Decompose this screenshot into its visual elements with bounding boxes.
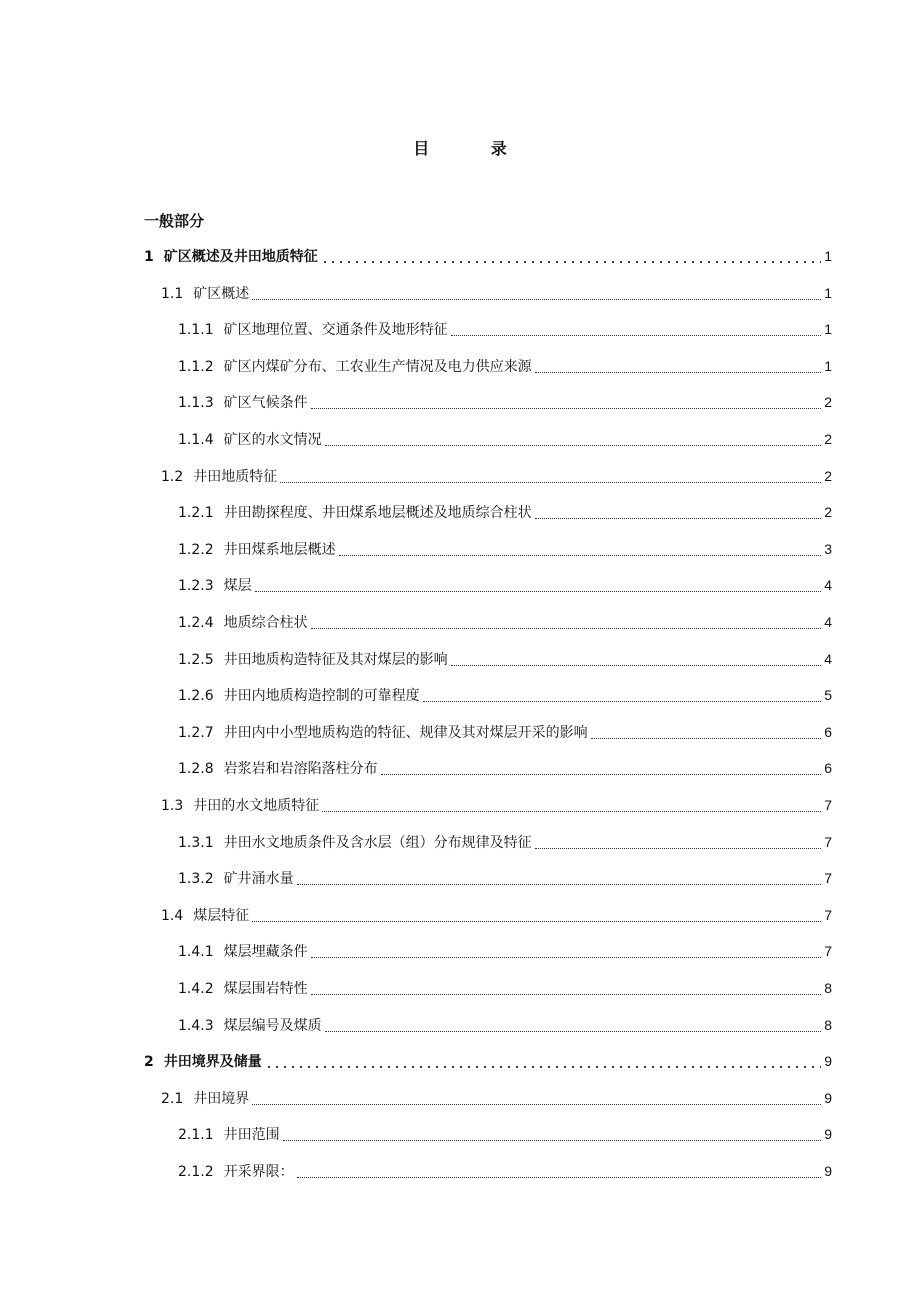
toc-entry-text: 地质综合柱状	[223, 615, 308, 631]
toc-entry[interactable]	[178, 866, 832, 890]
toc-entry-page: 5	[824, 687, 832, 703]
toc-entry-number: 1.2.3	[178, 578, 214, 594]
toc-entry-text: 井田境界	[193, 1091, 250, 1107]
dot-leader	[423, 700, 822, 702]
toc-entry[interactable]	[178, 1159, 832, 1183]
section-heading: 一般部分	[144, 212, 205, 230]
toc-entry-number: 1.2	[161, 469, 184, 485]
toc-entry-page: 7	[824, 907, 832, 923]
toc-entry-page: 2	[824, 431, 832, 447]
toc-entry-page: 6	[824, 760, 832, 776]
toc-entry-text: 煤层特征	[193, 908, 250, 924]
toc-entry-number: 1.1.1	[178, 322, 214, 338]
toc-entry-text: 煤层	[223, 578, 252, 594]
toc-entry[interactable]	[178, 573, 832, 597]
toc-entry[interactable]	[178, 647, 832, 671]
toc-entry-number: 1.2.2	[178, 542, 214, 558]
toc-entry-text: 煤层埋藏条件	[223, 944, 308, 960]
toc-entry[interactable]	[178, 610, 832, 634]
dot-leader	[591, 737, 822, 739]
toc-entry-text: 井田地质构造特征及其对煤层的影响	[223, 652, 448, 668]
toc-entry[interactable]	[178, 683, 832, 707]
toc-entry-text: 开采界限：	[223, 1164, 294, 1180]
toc-entry[interactable]	[144, 244, 832, 268]
toc-entry-label	[178, 758, 378, 778]
toc-entry-label	[178, 1015, 322, 1035]
toc-entry-page: 7	[824, 834, 832, 850]
toc-entry-page: 4	[824, 614, 832, 630]
toc-entry-text: 矿区内煤矿分布、工农业生产情况及电力供应来源	[223, 359, 532, 375]
toc-entry-label	[178, 429, 322, 449]
dot-leader	[255, 590, 822, 592]
toc-entry-label	[178, 649, 448, 669]
dot-leader	[252, 298, 821, 300]
dot-leader	[280, 481, 821, 483]
toc-entry-label	[161, 283, 249, 303]
toc-entry-number: 1.4.3	[178, 1018, 214, 1034]
toc-entry-text: 矿区地理位置、交通条件及地形特征	[223, 322, 448, 338]
toc-entry-text: 井田内中小型地质构造的特征、规律及其对煤层开采的影响	[223, 725, 588, 741]
toc-entry-page: 4	[824, 577, 832, 593]
toc-entry-number: 1.1.4	[178, 432, 214, 448]
toc-entry[interactable]	[178, 500, 832, 524]
toc-entry-number: 2.1	[161, 1091, 184, 1107]
toc-entry-number: 1.1.2	[178, 359, 214, 375]
toc-entry-text: 矿区气候条件	[223, 395, 308, 411]
dot-leader	[451, 664, 822, 666]
toc-entry-number: 1.2.7	[178, 725, 214, 741]
toc-entry-page: 2	[824, 394, 832, 410]
toc-entry-label	[178, 502, 532, 522]
toc-entry-number: 2.1.2	[178, 1164, 214, 1180]
toc-entry-page: 1	[824, 321, 832, 337]
dot-leader	[283, 1139, 822, 1141]
toc-entry-label	[178, 319, 448, 339]
toc-entry-number: 1.4.1	[178, 944, 214, 960]
toc-entry-text: 井田内地质构造控制的可靠程度	[223, 688, 420, 704]
dot-leader	[339, 554, 822, 556]
dot-leader	[311, 993, 822, 995]
toc-entry[interactable]	[161, 1086, 832, 1110]
toc-entry[interactable]	[178, 317, 832, 341]
toc-entry-number: 1.2.6	[178, 688, 214, 704]
toc-entry-label	[178, 612, 308, 632]
toc-entry-page: 7	[824, 870, 832, 886]
toc-entry-label	[178, 1124, 280, 1144]
toc-entry-page: 8	[824, 1017, 832, 1033]
toc-title: 目 录	[413, 139, 535, 158]
toc-entry-page: 7	[824, 943, 832, 959]
toc-entry[interactable]	[178, 939, 832, 963]
toc-entry-page: 7	[824, 797, 832, 813]
dot-leader	[451, 334, 822, 336]
toc-entry-number: 1.2.1	[178, 505, 214, 521]
dot-leader	[311, 956, 822, 958]
toc-entry[interactable]	[178, 1013, 832, 1037]
toc-entry-text: 井田的水文地质特征	[193, 798, 320, 814]
toc-entry-number: 1.3	[161, 798, 184, 814]
dot-leader	[311, 627, 822, 629]
toc-entry-number: 2	[144, 1054, 154, 1070]
toc-entry-text: 岩浆岩和岩溶陷落柱分布	[223, 761, 378, 777]
toc-entry-number: 1.4.2	[178, 981, 214, 997]
toc-entry-label	[144, 246, 318, 266]
toc-entry-label	[161, 795, 319, 815]
toc-entry-page: 9	[824, 1126, 832, 1142]
toc-entry[interactable]	[161, 281, 832, 305]
dot-leader	[252, 920, 821, 922]
toc-entry-page: 9	[824, 1163, 832, 1179]
toc-entry-number: 1.4	[161, 908, 184, 924]
dot-leader	[311, 407, 822, 409]
toc-entry-text: 矿井涌水量	[223, 871, 294, 887]
toc-entry[interactable]	[161, 793, 832, 817]
toc-entry-page: 9	[824, 1090, 832, 1106]
toc-entry-label	[178, 575, 252, 595]
toc-entry-label	[178, 832, 532, 852]
dot-leader	[381, 773, 822, 775]
toc-entry[interactable]	[161, 464, 832, 488]
toc-entry-text: 井田地质特征	[193, 469, 278, 485]
toc-entry-label	[178, 1161, 294, 1181]
toc-entry-number: 1.3.2	[178, 871, 214, 887]
toc-entry-number: 1	[144, 249, 154, 265]
dot-leader	[297, 1176, 822, 1178]
toc-entry-label	[178, 356, 532, 376]
toc-entry-page: 4	[824, 651, 832, 667]
toc-entry-text: 煤层编号及煤质	[223, 1018, 322, 1034]
toc-entry-number: 1.1	[161, 286, 184, 302]
toc-entry[interactable]	[178, 720, 832, 744]
toc-entry[interactable]	[161, 903, 832, 927]
toc-entry[interactable]	[178, 537, 832, 561]
dot-leader	[297, 883, 822, 885]
toc-entry-label	[178, 539, 336, 559]
toc-entry-page: 2	[824, 504, 832, 520]
toc-entry-page: 6	[824, 724, 832, 740]
toc-entry-page: 2	[824, 468, 832, 484]
toc-entry[interactable]	[178, 976, 832, 1000]
toc-entry-number: 1.1.3	[178, 395, 214, 411]
toc-entry-page: 8	[824, 980, 832, 996]
toc-entry[interactable]	[178, 427, 832, 451]
toc-entry-number: 2.1.1	[178, 1127, 214, 1143]
dot-leader	[535, 517, 822, 519]
dot-leader	[321, 261, 821, 263]
toc-entry-label	[178, 978, 308, 998]
toc-entry-page: 3	[824, 541, 832, 557]
toc-entry-label	[178, 868, 294, 888]
toc-entry-number: 1.2.5	[178, 652, 214, 668]
dot-leader	[322, 810, 821, 812]
toc-entry-text: 井田煤系地层概述	[223, 542, 336, 558]
toc-entry-page: 1	[824, 285, 832, 301]
toc-entry-label	[161, 905, 249, 925]
toc-entry-page: 9	[824, 1053, 832, 1069]
toc-entry-text: 煤层围岩特性	[223, 981, 308, 997]
toc-entry[interactable]	[178, 390, 832, 414]
toc-entry-text: 矿区概述及井田地质特征	[163, 249, 318, 265]
toc-entry-text: 井田勘探程度、井田煤系地层概述及地质综合柱状	[223, 505, 532, 521]
toc-entry-page: 1	[824, 248, 832, 264]
dot-leader	[265, 1066, 821, 1068]
toc-entry-label	[144, 1051, 262, 1071]
toc-entry-text: 井田范围	[223, 1127, 280, 1143]
toc-entry-text: 矿区的水文情况	[223, 432, 322, 448]
toc-entry[interactable]	[178, 830, 832, 854]
toc-entry[interactable]	[178, 354, 832, 378]
dot-leader	[535, 847, 822, 849]
toc-entry-number: 1.2.8	[178, 761, 214, 777]
toc-entry[interactable]	[144, 1049, 832, 1073]
toc-entry-label	[161, 466, 277, 486]
toc-entry-text: 井田境界及储量	[163, 1054, 262, 1070]
toc-entry-label	[178, 685, 420, 705]
toc-entry[interactable]	[178, 756, 832, 780]
dot-leader	[325, 444, 822, 446]
toc-entry-page: 1	[824, 358, 832, 374]
toc-entry-label	[178, 941, 308, 961]
dot-leader	[535, 371, 822, 373]
toc-entry-label	[178, 722, 588, 742]
dot-leader	[252, 1103, 821, 1105]
toc-entry-label	[178, 392, 308, 412]
toc-entry-text: 井田水文地质条件及含水层（组）分布规律及特征	[223, 835, 532, 851]
toc-entry-text: 矿区概述	[193, 286, 250, 302]
toc-entry-number: 1.2.4	[178, 615, 214, 631]
toc-entry-number: 1.3.1	[178, 835, 214, 851]
toc-entry-label	[161, 1088, 249, 1108]
dot-leader	[325, 1030, 822, 1032]
toc-entry[interactable]	[178, 1122, 832, 1146]
